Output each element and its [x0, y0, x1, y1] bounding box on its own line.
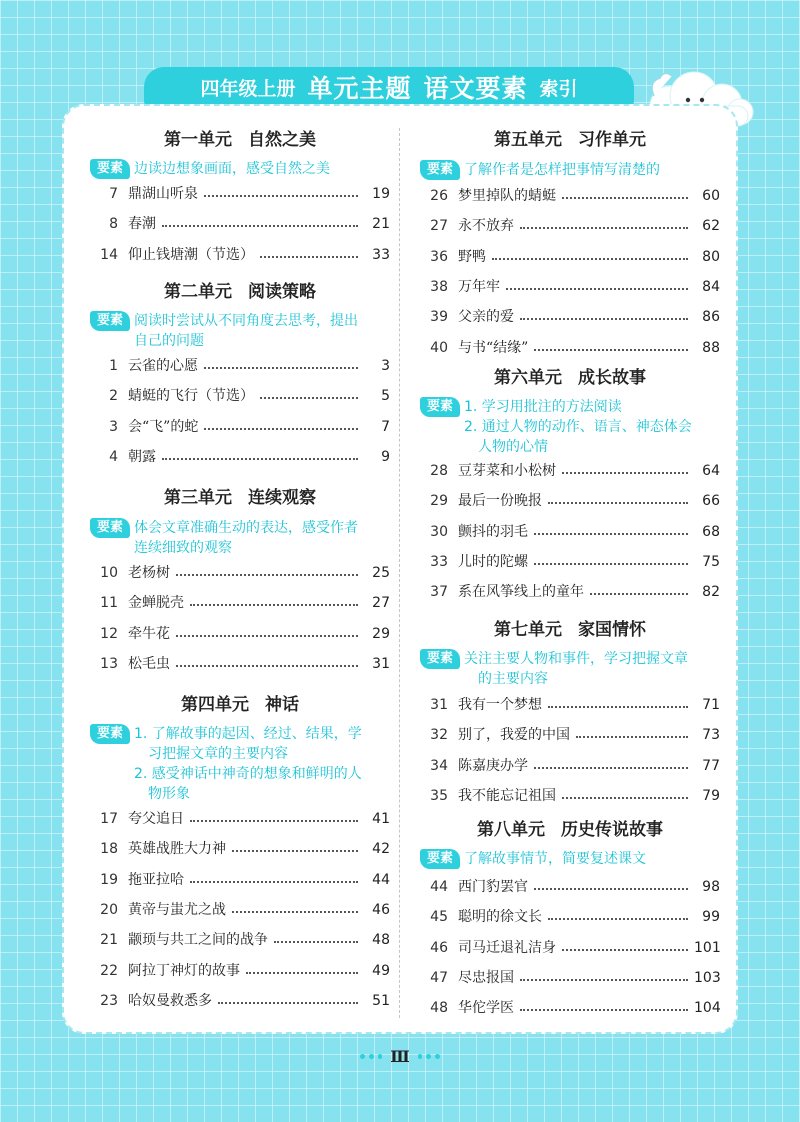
lesson-entry[interactable]	[90, 928, 390, 952]
lesson-title: 拖亚拉哈	[128, 871, 184, 888]
requirement-badge: 要素	[420, 849, 460, 869]
page-ref: 48	[372, 932, 390, 949]
dot-leader	[562, 197, 688, 199]
dot-leader	[260, 397, 358, 399]
lesson-title: 儿时的陀螺	[458, 553, 528, 570]
page-ref: 7	[381, 418, 390, 435]
lesson-number: 39	[430, 309, 448, 326]
dot-leader	[548, 502, 688, 504]
page-ref: 60	[702, 188, 720, 204]
requirement-text: 了解故事情节，简要复述课文	[464, 851, 646, 867]
dot-leader	[562, 797, 688, 799]
page-ref: 44	[372, 871, 390, 888]
lesson-entry[interactable]	[90, 445, 390, 469]
lesson-title: 松毛虫	[128, 655, 170, 672]
page-ref: 25	[372, 565, 390, 581]
lesson-entry[interactable]	[90, 622, 390, 646]
unit-theme: 成长故事	[578, 368, 646, 388]
page-ref: 51	[372, 992, 390, 1009]
page-ref: 99	[702, 909, 720, 926]
lesson-title: 父亲的爱	[458, 309, 514, 326]
lesson-title: 最后一份晚报	[458, 493, 542, 510]
requirement-text: 2. 通过人物的动作、语言、神态体会	[464, 419, 692, 435]
footer-dot	[435, 1054, 440, 1059]
lesson-entry[interactable]	[420, 754, 720, 778]
lesson-title: 英雄战胜大力神	[128, 841, 226, 858]
dot-leader	[534, 563, 688, 565]
lesson-number: 19	[100, 871, 118, 888]
unit-requirement	[420, 649, 720, 689]
lesson-number: 30	[430, 523, 448, 540]
banner-grade: 四年级上册	[200, 77, 296, 100]
page-ref: 68	[702, 523, 720, 540]
lesson-title: 与书“结缘”	[458, 339, 529, 356]
lesson-number: 36	[430, 248, 448, 265]
lesson-title: 金蝉脱壳	[128, 595, 184, 612]
lesson-title: 会“飞”的蛇	[128, 418, 199, 435]
page-ref: 41	[372, 811, 390, 827]
lesson-number: 38	[430, 278, 448, 295]
dot-leader	[534, 349, 688, 351]
unit-theme: 习作单元	[578, 130, 646, 150]
unit-requirement	[90, 159, 390, 179]
dot-leader	[562, 472, 688, 474]
lesson-entry[interactable]	[420, 996, 720, 1020]
lesson-entry[interactable]	[420, 723, 720, 747]
requirement-text: 的主要内容	[478, 671, 548, 687]
requirement-text: 人物的心情	[478, 439, 548, 455]
page-ref: 33	[372, 246, 390, 263]
dot-leader	[176, 635, 358, 637]
lesson-title: 尽忠报国	[458, 969, 514, 986]
page-ref: 42	[372, 841, 390, 858]
dot-leader	[218, 1002, 358, 1004]
lesson-entry[interactable]	[420, 245, 720, 269]
unit-theme: 连续观察	[248, 488, 316, 508]
lesson-entry[interactable]	[420, 275, 720, 299]
page-ref: 77	[702, 757, 720, 774]
lesson-title: 夸父追日	[128, 811, 184, 827]
lesson-number: 47	[430, 969, 448, 986]
footer-dot	[426, 1054, 431, 1059]
dot-leader	[562, 949, 688, 951]
unit-theme: 自然之美	[248, 130, 316, 150]
lesson-number: 20	[100, 901, 118, 918]
lesson-title: 陈嘉庚办学	[458, 757, 528, 774]
lesson-entry[interactable]	[420, 520, 720, 544]
lesson-entry[interactable]	[420, 214, 720, 238]
lesson-number: 3	[109, 418, 118, 435]
lesson-title: 万年牢	[458, 278, 500, 295]
unit-name: 第六单元	[494, 368, 562, 388]
lesson-entry[interactable]	[420, 693, 720, 717]
lesson-entry[interactable]	[420, 905, 720, 929]
lesson-entry[interactable]	[420, 580, 720, 604]
lesson-entry[interactable]	[420, 784, 720, 808]
requirement-badge: 要素	[420, 160, 460, 180]
page-ref: 46	[372, 901, 390, 918]
lesson-title: 聪明的徐文长	[458, 909, 542, 926]
unit-heading	[90, 279, 390, 305]
page-ref: 98	[702, 879, 720, 895]
page-footer	[360, 1046, 440, 1066]
unit-name: 第八单元	[477, 820, 545, 840]
lesson-title: 颛顼与共工之间的战争	[128, 932, 268, 949]
lesson-entry[interactable]	[90, 354, 390, 378]
page-ref: 21	[372, 216, 390, 233]
dot-leader	[204, 195, 358, 197]
unit-theme: 家国情怀	[578, 620, 646, 640]
lesson-number: 37	[430, 584, 448, 601]
lesson-title: 永不放弃	[458, 218, 514, 235]
page-ref: 49	[372, 962, 390, 979]
page-number: Ⅲ	[390, 1046, 410, 1066]
lesson-title: 我不能忘记祖国	[458, 787, 556, 804]
unit-requirement	[420, 849, 720, 869]
requirement-badge: 要素	[90, 518, 130, 538]
lesson-number: 23	[100, 992, 118, 1009]
unit-heading	[420, 127, 720, 153]
lesson-title: 颤抖的羽毛	[458, 523, 528, 540]
dot-leader	[190, 820, 358, 822]
dot-leader	[506, 288, 688, 290]
requirement-text: 阅读时尝试从不同角度去思考，提出	[134, 313, 358, 329]
dot-leader	[190, 881, 358, 883]
lesson-number: 48	[430, 1000, 448, 1017]
page-ref: 66	[702, 493, 720, 510]
dot-leader	[204, 428, 358, 430]
lesson-number: 34	[430, 757, 448, 774]
unit-heading	[420, 817, 720, 843]
page-ref: 88	[702, 339, 720, 356]
lesson-number: 2	[109, 388, 118, 405]
page-ref: 3	[381, 358, 390, 374]
dot-leader	[492, 258, 688, 260]
lesson-title: 云雀的心愿	[128, 358, 198, 374]
dot-leader	[162, 225, 358, 227]
lesson-entry[interactable]	[90, 959, 390, 983]
dot-leader	[176, 665, 358, 667]
lesson-entry[interactable]	[420, 336, 720, 360]
page-ref: 27	[372, 595, 390, 612]
dot-leader	[232, 911, 358, 913]
dot-leader	[260, 256, 358, 258]
requirement-text: 自己的问题	[134, 333, 204, 349]
unit-name: 第一单元	[164, 130, 232, 150]
lesson-title: 我有一个梦想	[458, 697, 542, 713]
lesson-entry[interactable]	[420, 875, 720, 899]
page-ref: 31	[372, 655, 390, 672]
dot-leader	[520, 979, 688, 981]
banner-theme: 单元主题	[307, 74, 412, 103]
lesson-entry[interactable]	[420, 459, 720, 483]
dot-leader	[548, 918, 688, 920]
dot-leader	[190, 604, 358, 606]
lesson-title: 系在风筝线上的童年	[458, 584, 584, 601]
page-ref: 19	[372, 186, 390, 202]
lesson-number: 40	[430, 339, 448, 356]
lesson-title: 司马迁退礼洁身	[458, 939, 556, 956]
lesson-number: 10	[100, 565, 118, 581]
dot-leader	[534, 767, 688, 769]
unit-name: 第七单元	[494, 620, 562, 640]
footer-dot	[360, 1054, 365, 1059]
page-ref: 75	[702, 553, 720, 570]
requirement-text: 1. 学习用批注的方法阅读	[464, 399, 622, 415]
page-ref: 84	[702, 278, 720, 295]
requirement-text: 物形象	[148, 786, 190, 802]
lesson-entry[interactable]	[420, 550, 720, 574]
lesson-number: 11	[100, 595, 118, 612]
lesson-number: 32	[430, 727, 448, 744]
unit-requirement	[90, 724, 390, 804]
lesson-title: 野鸭	[458, 248, 486, 265]
lesson-number: 26	[430, 188, 448, 204]
page-ref: 9	[381, 448, 390, 465]
lesson-title: 蜻蜓的飞行（节选）	[128, 388, 254, 405]
lesson-entry[interactable]	[420, 966, 720, 990]
dot-leader	[576, 736, 688, 738]
unit-requirement	[90, 311, 390, 351]
unit-name: 第五单元	[494, 130, 562, 150]
unit-requirement	[420, 160, 720, 180]
requirement-text: 习把握文章的主要内容	[148, 746, 288, 762]
lesson-entry[interactable]	[90, 837, 390, 861]
dot-leader	[520, 227, 688, 229]
requirement-text: 边读边想象画面，感受自然之美	[134, 161, 330, 177]
dot-leader	[204, 367, 358, 369]
lesson-number: 44	[430, 879, 448, 895]
lesson-entry[interactable]	[420, 184, 720, 208]
lesson-title: 朝露	[128, 448, 156, 465]
page-ref: 79	[702, 787, 720, 804]
lesson-entry[interactable]	[90, 868, 390, 892]
page-ref: 29	[372, 625, 390, 642]
lesson-number: 18	[100, 841, 118, 858]
requirement-text: 体会文章准确生动的表达，感受作者	[134, 520, 358, 536]
dot-leader	[232, 850, 358, 852]
lesson-entry[interactable]	[420, 936, 720, 960]
lesson-title: 西门豹罢官	[458, 879, 528, 895]
lesson-entry[interactable]	[90, 212, 390, 236]
requirement-badge: 要素	[90, 159, 130, 179]
requirement-text: 关注主要人物和事件，学习把握文章	[464, 651, 688, 667]
unit-name: 第三单元	[164, 488, 232, 508]
banner-element: 语文要素	[423, 74, 528, 103]
unit-heading	[420, 617, 720, 643]
lesson-title: 别了，我爱的中国	[458, 727, 570, 744]
lesson-entry[interactable]	[90, 652, 390, 676]
lesson-entry[interactable]	[420, 305, 720, 329]
lesson-number: 7	[109, 186, 118, 202]
page-ref: 86	[702, 309, 720, 326]
lesson-number: 22	[100, 962, 118, 979]
dot-leader	[520, 318, 688, 320]
dot-leader	[176, 574, 358, 576]
lesson-title: 仰止钱塘潮（节选）	[128, 246, 254, 263]
lesson-title: 老杨树	[128, 565, 170, 581]
lesson-number: 33	[430, 553, 448, 570]
page-ref: 82	[702, 584, 720, 601]
column-divider	[399, 128, 400, 1018]
page-ref: 104	[694, 1000, 721, 1017]
page-ref: 103	[694, 969, 721, 986]
footer-dot	[378, 1054, 383, 1059]
lesson-number: 28	[430, 463, 448, 479]
unit-theme: 阅读策略	[248, 282, 316, 302]
unit-heading	[90, 485, 390, 511]
lesson-title: 鼎湖山听泉	[128, 186, 198, 202]
lesson-title: 黄帝与蚩尤之战	[128, 901, 226, 918]
lesson-title: 豆芽菜和小松树	[458, 463, 556, 479]
page-ref: 101	[694, 939, 721, 956]
lesson-entry[interactable]	[90, 243, 390, 267]
banner-index: 索引	[539, 77, 578, 100]
requirement-badge: 要素	[90, 311, 130, 331]
lesson-number: 31	[430, 697, 448, 713]
lesson-title: 春潮	[128, 216, 156, 233]
dot-leader	[534, 888, 688, 890]
lesson-number: 4	[109, 448, 118, 465]
lesson-entry[interactable]	[90, 898, 390, 922]
lesson-entry[interactable]	[90, 807, 390, 831]
title-banner	[144, 67, 634, 107]
page-ref: 80	[702, 248, 720, 265]
dot-leader	[520, 1009, 688, 1011]
lesson-number: 14	[100, 246, 118, 263]
dot-leader	[162, 458, 358, 460]
lesson-title: 梦里掉队的蜻蜓	[458, 188, 556, 204]
lesson-entry[interactable]	[90, 415, 390, 439]
lesson-entry[interactable]	[90, 591, 390, 615]
requirement-text: 连续细致的观察	[134, 540, 232, 556]
dot-leader	[246, 972, 358, 974]
unit-name: 第四单元	[181, 695, 249, 715]
lesson-title: 阿拉丁神灯的故事	[128, 962, 240, 979]
unit-requirement	[90, 518, 390, 558]
page-ref: 73	[702, 727, 720, 744]
footer-dot	[369, 1054, 374, 1059]
lesson-number: 27	[430, 218, 448, 235]
lesson-number: 35	[430, 787, 448, 804]
lesson-number: 29	[430, 493, 448, 510]
page-ref: 5	[381, 388, 390, 405]
unit-heading	[90, 692, 390, 718]
requirement-badge: 要素	[90, 724, 130, 744]
unit-name: 第二单元	[164, 282, 232, 302]
lesson-number: 17	[100, 811, 118, 827]
lesson-number: 21	[100, 932, 118, 949]
page-ref: 64	[702, 463, 720, 479]
lesson-number: 45	[430, 909, 448, 926]
requirement-text: 1. 了解故事的起因、经过、结果，学	[134, 726, 362, 742]
lesson-entry[interactable]	[90, 989, 390, 1013]
dot-leader	[274, 941, 358, 943]
lesson-entry[interactable]	[90, 384, 390, 408]
requirement-badge: 要素	[420, 649, 460, 669]
requirement-text: 了解作者是怎样把事情写清楚的	[464, 162, 660, 178]
lesson-number: 12	[100, 625, 118, 642]
page-ref: 62	[702, 218, 720, 235]
requirement-text: 2. 感受神话中神奇的想象和鲜明的人	[134, 766, 362, 782]
lesson-number: 13	[100, 655, 118, 672]
lesson-entry[interactable]	[90, 182, 390, 206]
lesson-title: 华佗学医	[458, 1000, 514, 1017]
lesson-entry[interactable]	[90, 561, 390, 585]
footer-dot	[418, 1054, 423, 1059]
unit-theme: 历史传说故事	[561, 820, 663, 840]
unit-requirement	[420, 397, 720, 457]
unit-heading	[90, 127, 390, 153]
lesson-title: 牵牛花	[128, 625, 170, 642]
lesson-entry[interactable]	[420, 489, 720, 513]
lesson-number: 8	[109, 216, 118, 233]
dot-leader	[590, 593, 688, 595]
unit-theme: 神话	[265, 695, 299, 715]
lesson-number: 1	[109, 358, 118, 374]
requirement-badge: 要素	[420, 397, 460, 417]
dot-leader	[548, 706, 688, 708]
lesson-title: 哈奴曼救悉多	[128, 992, 212, 1009]
lesson-number: 46	[430, 939, 448, 956]
unit-heading	[420, 365, 720, 391]
page-ref: 71	[702, 697, 720, 713]
dot-leader	[534, 533, 688, 535]
